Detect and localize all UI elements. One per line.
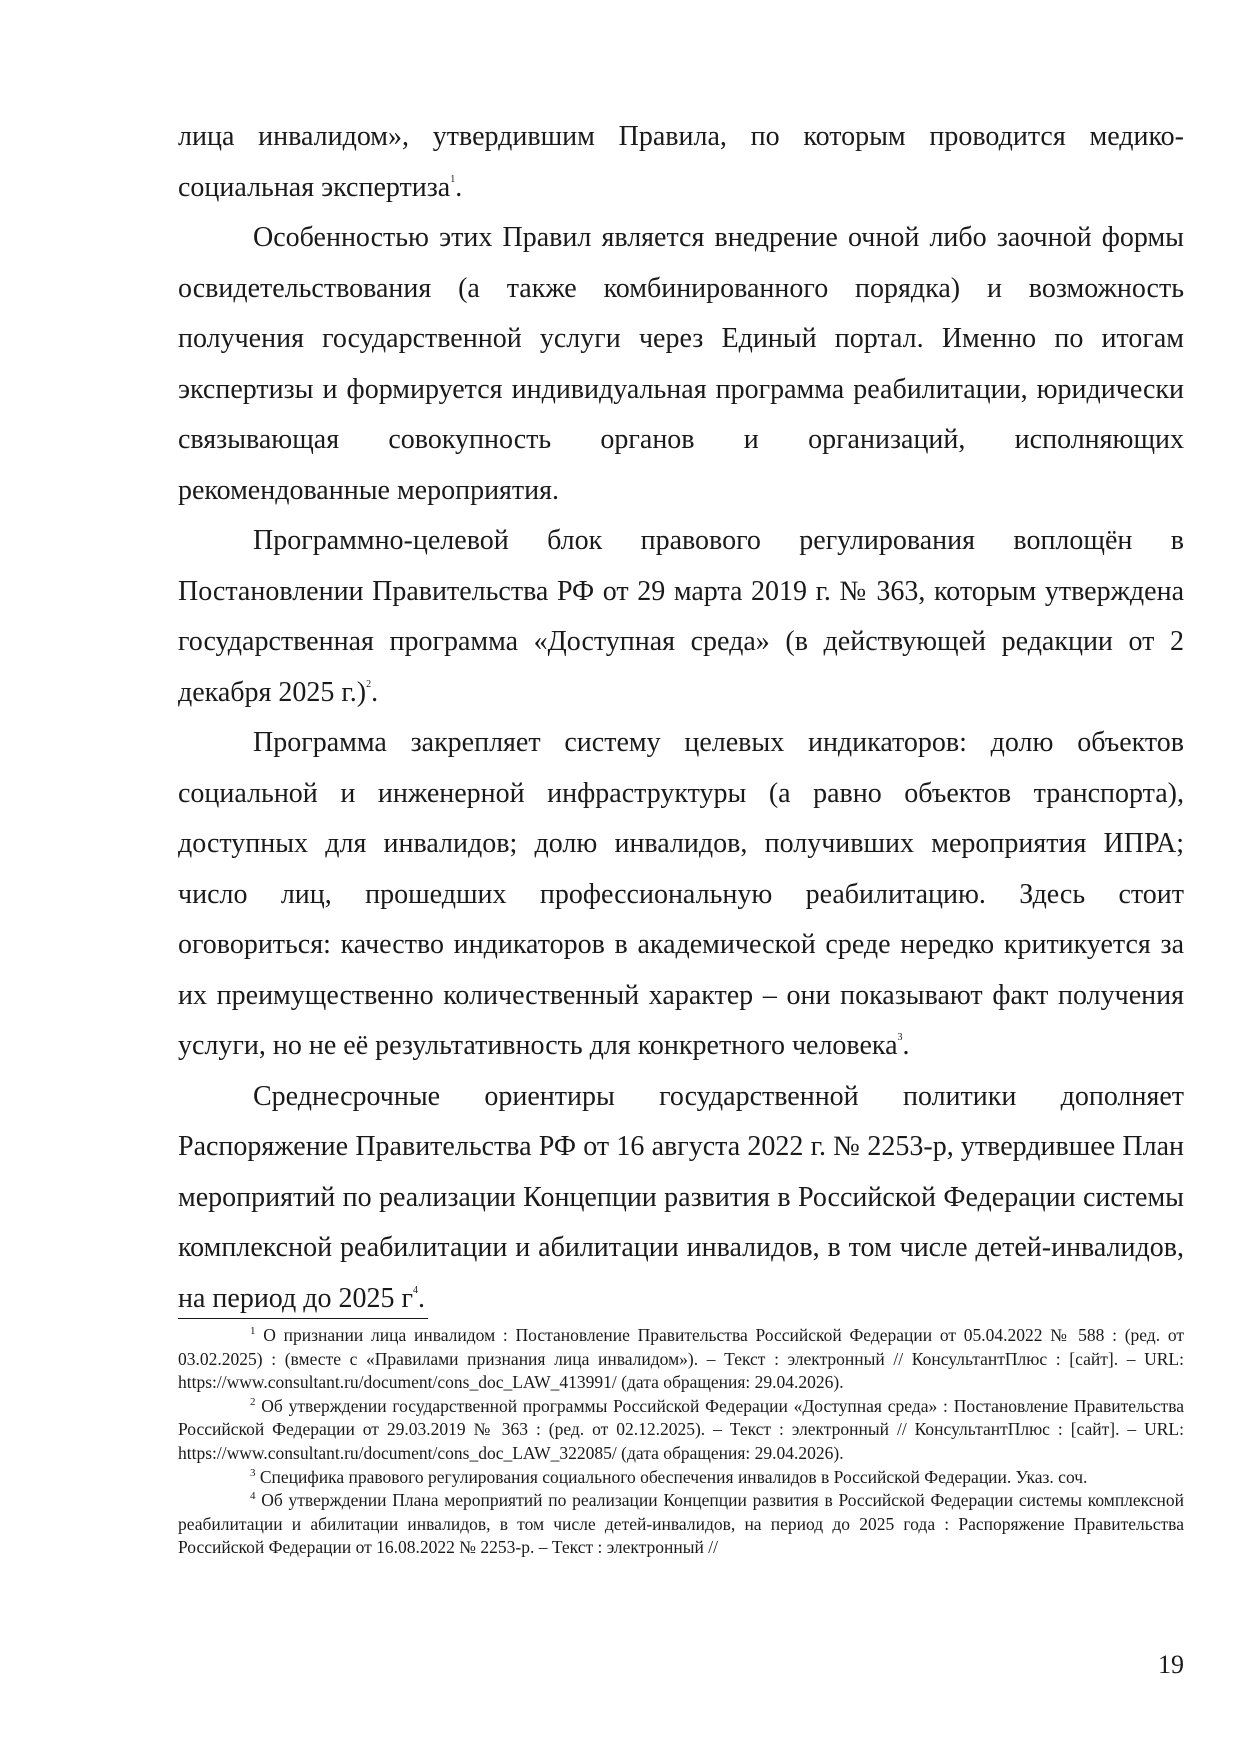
footnote-reference[interactable]: 2 (366, 678, 372, 690)
footnote (178, 1395, 1184, 1466)
footnote (178, 1466, 1184, 1490)
paragraph (178, 516, 1184, 718)
footnote-text: Об утверждении Плана мероприятий по реализации Концепции развития в Российской Федерации системы комплексной реабилитации и абилитации инвалидов, в том числе детей-инвалидов, на период до 2025 года : Распоряжение Правительства Российской Федерации от 16.08.2022 № 2253-р. – Текст : электронный // (178, 1490, 1185, 1558)
paragraph-tail: . (902, 1030, 910, 1061)
footnote-separator (178, 1318, 428, 1319)
paragraph-text: Среднесрочные ориентиры государственной политики дополняет Распоряжение Правительства РФ от 16 августа 2022 г. № 2253-р, утвердившее План мероприятий по реализации Концепции развития в Российской Федерации системы комплексной реабилитации и абилитации инвалидов, в том числе детей-инвалидов, на период до 2025 г (178, 1080, 1184, 1314)
footnote-number: 2 (250, 1395, 256, 1408)
footnote-text: Специфика правового регулирования социального обеспечения инвалидов в Российской Федерации. Указ. соч. (259, 1466, 1088, 1487)
footnote-reference[interactable]: 3 (897, 1032, 903, 1043)
footnote (178, 1324, 1184, 1395)
footnote-number: 1 (250, 1325, 256, 1337)
paragraph-continuation (178, 112, 1184, 213)
footnote-text: О признании лица инвалидом : Постановление Правительства Российской Федерации от 05.04.2022 № 588 : (ред. от 03.02.2025) : (вместе с «Правилами признания лица инвалидом»). – Текст : электронный // КонсультантПлюс : [сайт]. – URL: https://www.consultant.ru/document/cons_doc_LAW_413991/ (дата обращения: 29.04.2026). (178, 1325, 1184, 1393)
paragraph-tail: . (417, 1282, 425, 1314)
page-number: 19 (1158, 1650, 1184, 1679)
paragraph-tail: . (371, 676, 379, 708)
paragraph-text: Программно-целевой блок правового регулирования воплощён в Постановлении Правительства РФ от 29 марта 2019 г. № 363, которым утверждена государственная программа «Доступная среда» (в действующей редакции от 2 декабря 2025 г.) (178, 525, 1184, 708)
footnote-reference[interactable]: 4 (412, 1284, 418, 1296)
paragraph-tail: . (455, 171, 463, 203)
paragraph-text: лица инвалидом», утвердившим Правила, по которым проводится медико-социальная экспертиза (178, 121, 1184, 203)
footnote-number: 4 (250, 1490, 256, 1503)
footnote (178, 1489, 1184, 1560)
paragraph (178, 718, 1184, 1072)
paragraph-text: Программа закрепляет систему целевых индикаторов: долю объектов социальной и инженерной инфраструктуры (а равно объектов транспорта), доступных для инвалидов; долю инвалидов, получивших мероприятия ИПРА; число лиц, прошедших профессиональную реабилитацию. Здесь стоит оговориться: качество индикаторов в академической среде нередко критикуется за их преимущественно количественный характер – они показывают факт получения услуги, но не её результативность для конкретного человека (178, 727, 1184, 1061)
footnote-text: Об утверждении государственной программы Российской Федерации «Доступная среда» : Постановление Правительства Российской Федерации от 29.03.2019 № 363 : (ред. от 02.12.2025). – Текст : электронный // КонсультантПлюс : [сайт]. – URL: https://www.consultant.ru/document/cons_doc_LAW_322085/ (дата обращения: 29.04.2026). (178, 1395, 1184, 1463)
paragraph (178, 1072, 1184, 1325)
paragraph (178, 213, 1184, 516)
paragraph-text: Особенностью этих Правил является внедрение очной либо заочной формы освидетельствования (а также комбинированного порядка) и возможность получения государственной услуги через Единый портал. Именно по итогам экспертизы и формируется индивидуальная программа реабилитации, юридически связывающая совокупность органов и организаций, исполняющих рекомендованные мероприятия. (178, 222, 1184, 506)
footnotes (178, 1324, 1184, 1560)
footnote-number: 3 (250, 1466, 256, 1479)
footnote-reference[interactable]: 1 (450, 173, 456, 185)
body-text (178, 112, 1184, 1324)
